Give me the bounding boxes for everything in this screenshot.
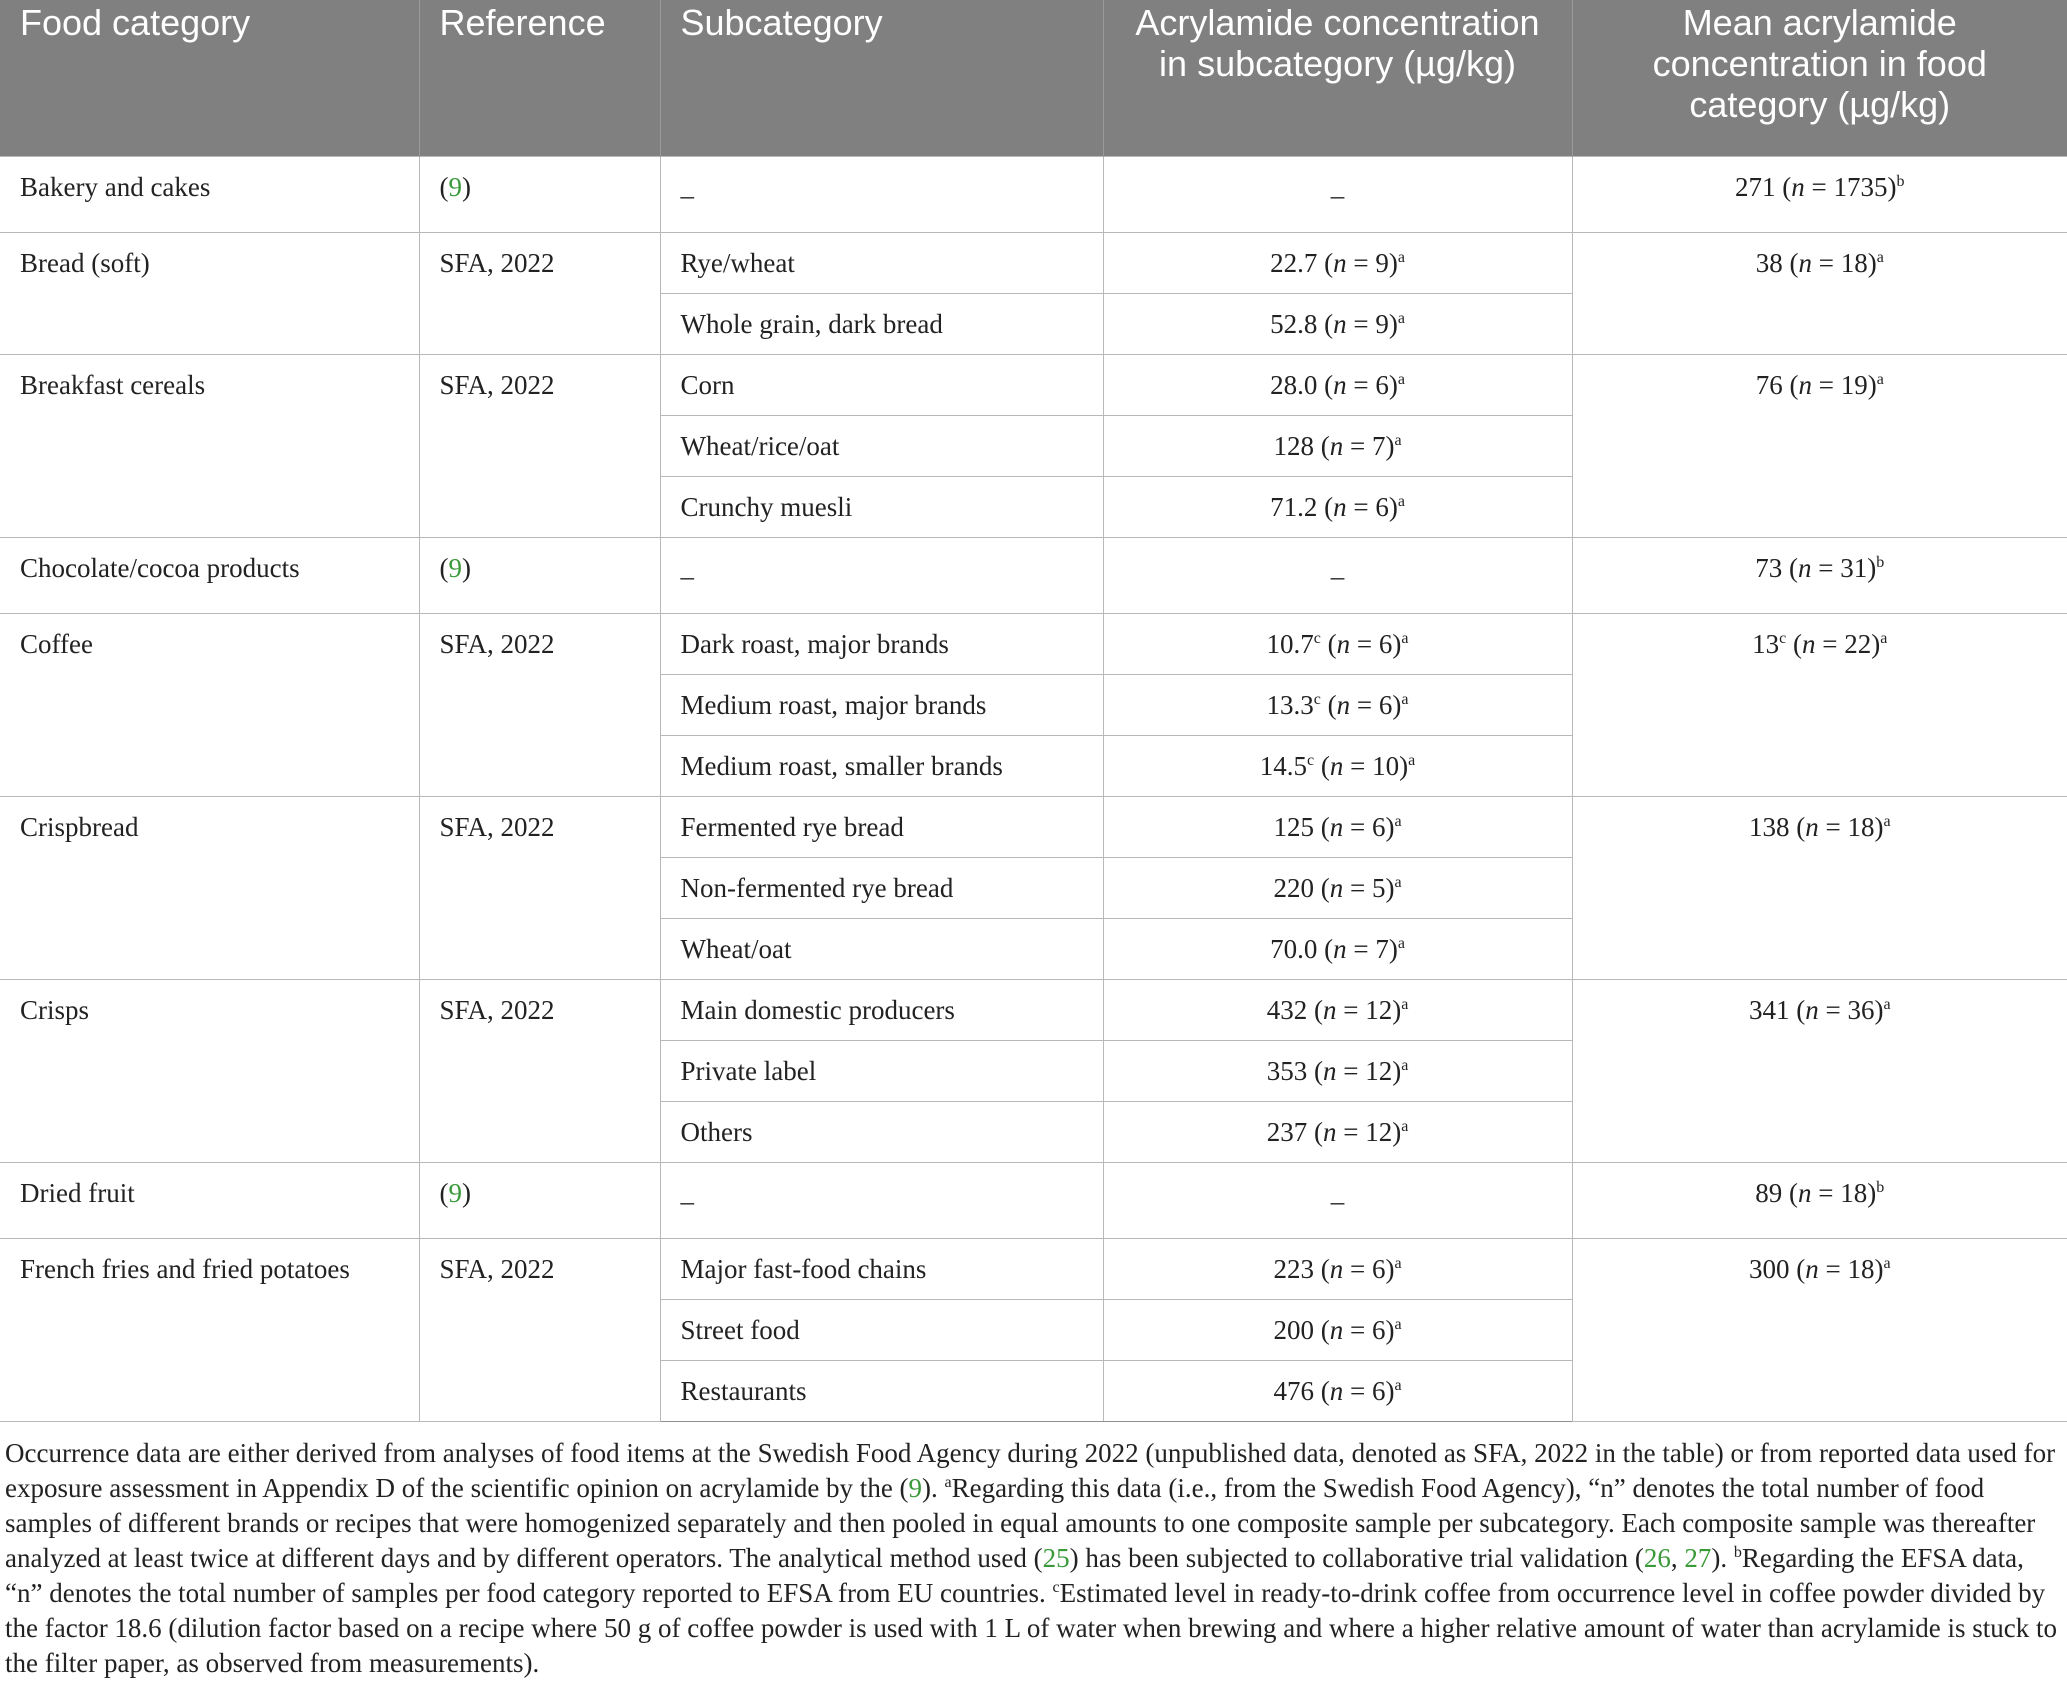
subcategory-concentration-cell: [1103, 538, 1572, 614]
subcategory-cell: Wheat/oat: [660, 919, 1103, 980]
table-row: [0, 355, 2067, 416]
subcategory-concentration-cell: 220 (n = 5)$^a$: [1103, 858, 1572, 919]
footnote-marker: c: [1313, 630, 1321, 647]
reference-text: SFA, 2022: [439, 995, 555, 1025]
n-symbol: n: [1791, 172, 1805, 202]
n-symbol: n: [1329, 1315, 1344, 1345]
footnote-marker: a: [1394, 1377, 1402, 1394]
sample-count: 6: [1375, 492, 1389, 522]
subcategory-concentration-cell: 10.7$^c$ (n = 6)$^a$: [1103, 614, 1572, 675]
mean-concentration-cell: 73 (n = 31)$^b$: [1572, 538, 2067, 614]
footnote-marker: c: [1307, 752, 1315, 769]
mean-concentration-cell: 13$^c$ (n = 22)$^a$: [1572, 614, 2067, 797]
reference-cell: [419, 233, 660, 355]
n-symbol: n: [1329, 431, 1344, 461]
footnote-marker: a: [1401, 1057, 1409, 1074]
subcategory-concentration-cell: 71.2 (n = 6)$^a$: [1103, 477, 1572, 538]
footnote-marker: a: [1401, 691, 1409, 708]
sample-count: 10: [1372, 751, 1400, 781]
value-number: 52.8: [1270, 309, 1318, 339]
footnote-text: Regarding this data (i.e., from the Swedish Food Agency), “n” denotes the total number of food samples of different brands or recipes that were homogenized separately and then pooled in equal amounts to one composite sample per subcategory. Each composite sample was thereafter analyzed at least twice at different days and by different operators. The analytical method used (: [5, 1473, 2036, 1573]
subcategory-cell: Rye/wheat: [660, 233, 1103, 294]
header-acrylamide-subcategory: Acrylamide concentration in subcategory (µg/kg): [1103, 0, 1572, 157]
food-category-cell: Crispbread: [0, 797, 419, 980]
n-symbol: n: [1333, 934, 1347, 964]
n-symbol: n: [1336, 629, 1351, 659]
mean-concentration-cell: 38 (n = 18)$^a$: [1572, 233, 2067, 355]
value-number: 70.0: [1270, 934, 1318, 964]
reference-cell: [419, 980, 660, 1163]
citation-link[interactable]: 9: [908, 1473, 923, 1503]
footnote-text: ,: [1670, 1543, 1685, 1573]
footnote-marker: a: [1408, 752, 1416, 769]
footnote-marker: b: [1876, 554, 1885, 571]
footnote-marker: a: [1397, 371, 1405, 388]
reference-text: SFA, 2022: [439, 1254, 555, 1284]
value-number: 10.7: [1266, 629, 1314, 659]
value-number: 13.3: [1266, 690, 1314, 720]
value-number: –: [1330, 1185, 1345, 1216]
value-number: 13: [1752, 629, 1780, 659]
mean-concentration-cell: 271 (n = 1735)$^b$: [1572, 157, 2067, 233]
subcategory-concentration-cell: 52.8 (n = 9)$^a$: [1103, 294, 1572, 355]
value-number: 89: [1755, 1178, 1783, 1208]
value-number: 125: [1273, 812, 1314, 842]
header-reference: Reference: [419, 0, 660, 157]
value-number: 341: [1748, 995, 1790, 1025]
n-symbol: n: [1333, 309, 1347, 339]
sample-count: 7: [1375, 934, 1389, 964]
value-number: 200: [1273, 1315, 1314, 1345]
subcategory-cell: Corn: [660, 355, 1103, 416]
footnote-marker: a: [1394, 1316, 1402, 1333]
n-symbol: n: [1798, 553, 1812, 583]
value-number: –: [1330, 179, 1345, 210]
sample-count: 31: [1840, 553, 1868, 583]
table-header-row: [0, 0, 2067, 157]
sample-count: 6: [1371, 812, 1386, 842]
value-number: 76: [1755, 370, 1783, 400]
sample-count: 6: [1371, 1376, 1386, 1406]
subcategory-cell: Private label: [660, 1041, 1103, 1102]
subcategory-concentration-cell: 200 (n = 6)$^a$: [1103, 1300, 1572, 1361]
sample-count: 6: [1371, 1315, 1386, 1345]
n-symbol: n: [1329, 1376, 1344, 1406]
value-number: 223: [1273, 1254, 1314, 1284]
table-body: [0, 157, 2067, 1422]
subcategory-concentration-cell: 223 (n = 6)$^a$: [1103, 1239, 1572, 1300]
food-category-cell: Breakfast cereals: [0, 355, 419, 538]
table-row: [0, 1163, 2067, 1239]
footnote-marker: b: [1896, 173, 1905, 190]
subcategory-cell: Medium roast, smaller brands: [660, 736, 1103, 797]
subcategory-concentration-cell: 14.5$^c$ (n = 10)$^a$: [1103, 736, 1572, 797]
sample-count: 19: [1840, 370, 1868, 400]
n-symbol: n: [1798, 248, 1812, 278]
reference-text: SFA, 2022: [439, 370, 555, 400]
reference-cell: [419, 614, 660, 797]
n-symbol: n: [1798, 370, 1812, 400]
subcategory-cell: Restaurants: [660, 1361, 1103, 1422]
table-row: [0, 797, 2067, 858]
mean-concentration-cell: 300 (n = 18)$^a$: [1572, 1239, 2067, 1422]
subcategory-cell: Fermented rye bread: [660, 797, 1103, 858]
value-number: 300: [1748, 1254, 1790, 1284]
footnote-marker: a: [1883, 1255, 1891, 1272]
n-symbol: n: [1333, 370, 1347, 400]
citation-link[interactable]: 25: [1042, 1543, 1070, 1573]
food-category-cell: Crisps: [0, 980, 419, 1163]
reference-cell: [419, 797, 660, 980]
footnote-marker: a: [1401, 996, 1409, 1013]
subcategory-concentration-cell: 125 (n = 6)$^a$: [1103, 797, 1572, 858]
reference-text: SFA, 2022: [439, 812, 555, 842]
n-symbol: n: [1798, 1178, 1812, 1208]
subcategory-cell: Street food: [660, 1300, 1103, 1361]
sample-count: 1735: [1833, 172, 1888, 202]
mean-concentration-cell: 341 (n = 36)$^a$: [1572, 980, 2067, 1163]
subcategory-concentration-cell: 28.0 (n = 6)$^a$: [1103, 355, 1572, 416]
subcategory-cell: Non-fermented rye bread: [660, 858, 1103, 919]
sample-count: 18: [1840, 248, 1868, 278]
subcategory-concentration-cell: [1103, 1163, 1572, 1239]
subcategory-cell: Medium roast, major brands: [660, 675, 1103, 736]
table-row: [0, 614, 2067, 675]
value-number: 237: [1266, 1117, 1308, 1147]
header-mean-acrylamide: Mean acrylamide concentration in food category (µg/kg): [1572, 0, 2067, 157]
sample-count: 9: [1375, 248, 1389, 278]
footnote-marker: a: [1883, 813, 1891, 830]
table-row: [0, 233, 2067, 294]
footnote-marker: c: [1313, 691, 1321, 708]
subcategory-cell: Dark roast, major brands: [660, 614, 1103, 675]
footnote-marker: a: [1394, 432, 1402, 449]
subcategory-cell: Main domestic producers: [660, 980, 1103, 1041]
footnote-marker: c: [1779, 630, 1787, 647]
footnote-marker: a: [1883, 996, 1891, 1013]
table-row: [0, 980, 2067, 1041]
footnote-marker: b: [1876, 1179, 1885, 1196]
footnote-marker: a: [1397, 249, 1405, 266]
food-category-cell: Coffee: [0, 614, 419, 797]
mean-concentration-cell: 76 (n = 19)$^a$: [1572, 355, 2067, 538]
n-symbol: n: [1329, 1254, 1344, 1284]
reference-cell: [419, 1239, 660, 1422]
subcategory-concentration-cell: 432 (n = 12)$^a$: [1103, 980, 1572, 1041]
sample-count: 12: [1365, 1056, 1393, 1086]
subcategory-concentration-cell: 22.7 (n = 9)$^a$: [1103, 233, 1572, 294]
header-subcategory: Subcategory: [660, 0, 1103, 157]
subcategory-concentration-cell: 353 (n = 12)$^a$: [1103, 1041, 1572, 1102]
subcategory-cell: Wheat/rice/oat: [660, 416, 1103, 477]
n-symbol: n: [1802, 629, 1816, 659]
n-symbol: n: [1322, 1117, 1337, 1147]
value-number: 22.7: [1270, 248, 1318, 278]
value-number: 28.0: [1270, 370, 1318, 400]
subcategory-cell: Others: [660, 1102, 1103, 1163]
table-row: [0, 1239, 2067, 1300]
subcategory-cell: –: [660, 157, 1103, 233]
footnote-text: Estimated level in ready-to-drink coffee from occurrence level in coffee powder divided by the factor 18.6 (dilution factor based on a recipe where 50 g of coffee powder is used with 1 L of water when brewing and where a higher relative amount of water than acrylamide is stuck to the filter paper, as observed from measurements).: [5, 1578, 2058, 1678]
reference-cell: [419, 355, 660, 538]
value-number: 271: [1735, 172, 1776, 202]
header-food-category: Food category: [0, 0, 419, 157]
n-symbol: n: [1805, 812, 1819, 842]
reference-text: SFA, 2022: [439, 248, 555, 278]
reference-cell: (9): [419, 1163, 660, 1239]
footnote-marker: a: [1394, 874, 1402, 891]
sample-count: 12: [1365, 1117, 1393, 1147]
food-category-cell: Dried fruit: [0, 1163, 419, 1239]
table-row: [0, 157, 2067, 233]
value-number: 73: [1755, 553, 1783, 583]
sample-count: 18: [1847, 1254, 1875, 1284]
sample-count: 5: [1371, 873, 1386, 903]
subcategory-cell: –: [660, 1163, 1103, 1239]
sample-count: 6: [1375, 370, 1389, 400]
value-number: 353: [1266, 1056, 1308, 1086]
value-number: 14.5: [1259, 751, 1308, 781]
n-symbol: n: [1805, 995, 1819, 1025]
value-number: 476: [1273, 1376, 1314, 1406]
n-symbol: n: [1333, 492, 1347, 522]
citation-link[interactable]: 9: [448, 1178, 462, 1208]
n-symbol: n: [1336, 690, 1351, 720]
sample-count: 22: [1844, 629, 1872, 659]
footnote-text: ).: [1711, 1543, 1734, 1573]
subcategory-cell: Crunchy muesli: [660, 477, 1103, 538]
footnote-text: ).: [922, 1473, 945, 1503]
subcategory-concentration-cell: 128 (n = 7)$^a$: [1103, 416, 1572, 477]
subcategory-cell: Whole grain, dark bread: [660, 294, 1103, 355]
footnote-marker: a: [1394, 813, 1402, 830]
sample-count: 12: [1365, 995, 1393, 1025]
footnote-marker: b: [1733, 1544, 1742, 1561]
food-category-cell: Bakery and cakes: [0, 157, 419, 233]
sample-count: 7: [1371, 431, 1386, 461]
footnote-marker: a: [1876, 371, 1884, 388]
footnote-marker: a: [1397, 935, 1405, 952]
footnote-marker: c: [1052, 1579, 1060, 1596]
reference-cell: (9): [419, 538, 660, 614]
footnote-text: Occurrence data are either derived from analyses of food items at the Swedish Food Agency during 2022 (unpublished data, denoted as SFA, 2022 in the table) or from reported data used for exposure assessment in Appendix D of the scientific opinion on acrylamide by the (: [5, 1438, 2056, 1503]
n-symbol: n: [1329, 873, 1344, 903]
value-number: 138: [1748, 812, 1790, 842]
citation-link[interactable]: 27: [1684, 1543, 1712, 1573]
sample-count: 9: [1375, 309, 1389, 339]
sample-count: 6: [1378, 629, 1393, 659]
sample-count: 18: [1847, 812, 1875, 842]
n-symbol: n: [1333, 248, 1347, 278]
mean-concentration-cell: 138 (n = 18)$^a$: [1572, 797, 2067, 980]
value-number: 432: [1266, 995, 1308, 1025]
n-symbol: n: [1329, 812, 1344, 842]
citation-link[interactable]: 9: [448, 553, 462, 583]
footnote-marker: a: [1401, 1118, 1409, 1135]
sample-count: 18: [1840, 1178, 1868, 1208]
subcategory-cell: Major fast-food chains: [660, 1239, 1103, 1300]
food-category-cell: Bread (soft): [0, 233, 419, 355]
value-number: 220: [1273, 873, 1314, 903]
sample-count: 6: [1371, 1254, 1386, 1284]
value-number: –: [1330, 560, 1345, 591]
footnote-marker: a: [1397, 493, 1405, 510]
footnote-marker: a: [1876, 249, 1884, 266]
value-number: 71.2: [1270, 492, 1318, 522]
subcategory-concentration-cell: 70.0 (n = 7)$^a$: [1103, 919, 1572, 980]
mean-concentration-cell: 89 (n = 18)$^b$: [1572, 1163, 2067, 1239]
footnote-text: Regarding the EFSA data, “n” denotes the total number of samples per food category reported to EFSA from EU countries.: [5, 1543, 2024, 1608]
footnote-text: ) has been subjected to collaborative trial validation (: [1069, 1543, 1644, 1573]
value-number: 128: [1273, 431, 1314, 461]
sample-count: 6: [1378, 690, 1393, 720]
n-symbol: n: [1322, 1056, 1337, 1086]
footnote-marker: a: [1401, 630, 1409, 647]
reference-text: SFA, 2022: [439, 629, 555, 659]
subcategory-concentration-cell: [1103, 157, 1572, 233]
footnote-marker: a: [1394, 1255, 1402, 1272]
reference-cell: (9): [419, 157, 660, 233]
food-category-cell: French fries and fried potatoes: [0, 1239, 419, 1422]
subcategory-concentration-cell: 237 (n = 12)$^a$: [1103, 1102, 1572, 1163]
value-number: 38: [1755, 248, 1783, 278]
citation-link[interactable]: 9: [448, 172, 462, 202]
footnote-marker: a: [1397, 310, 1405, 327]
table-row: [0, 538, 2067, 614]
subcategory-concentration-cell: 13.3$^c$ (n = 6)$^a$: [1103, 675, 1572, 736]
n-symbol: n: [1322, 995, 1337, 1025]
table-footnote: [0, 1422, 2067, 1681]
footnote-marker: a: [1880, 630, 1888, 647]
subcategory-concentration-cell: 476 (n = 6)$^a$: [1103, 1361, 1572, 1422]
n-symbol: n: [1329, 751, 1344, 781]
footnote-marker: a: [944, 1474, 952, 1491]
sample-count: 36: [1847, 995, 1875, 1025]
n-symbol: n: [1805, 1254, 1819, 1284]
citation-link[interactable]: 26: [1643, 1543, 1671, 1573]
subcategory-cell: –: [660, 538, 1103, 614]
food-category-cell: Chocolate/cocoa products: [0, 538, 419, 614]
